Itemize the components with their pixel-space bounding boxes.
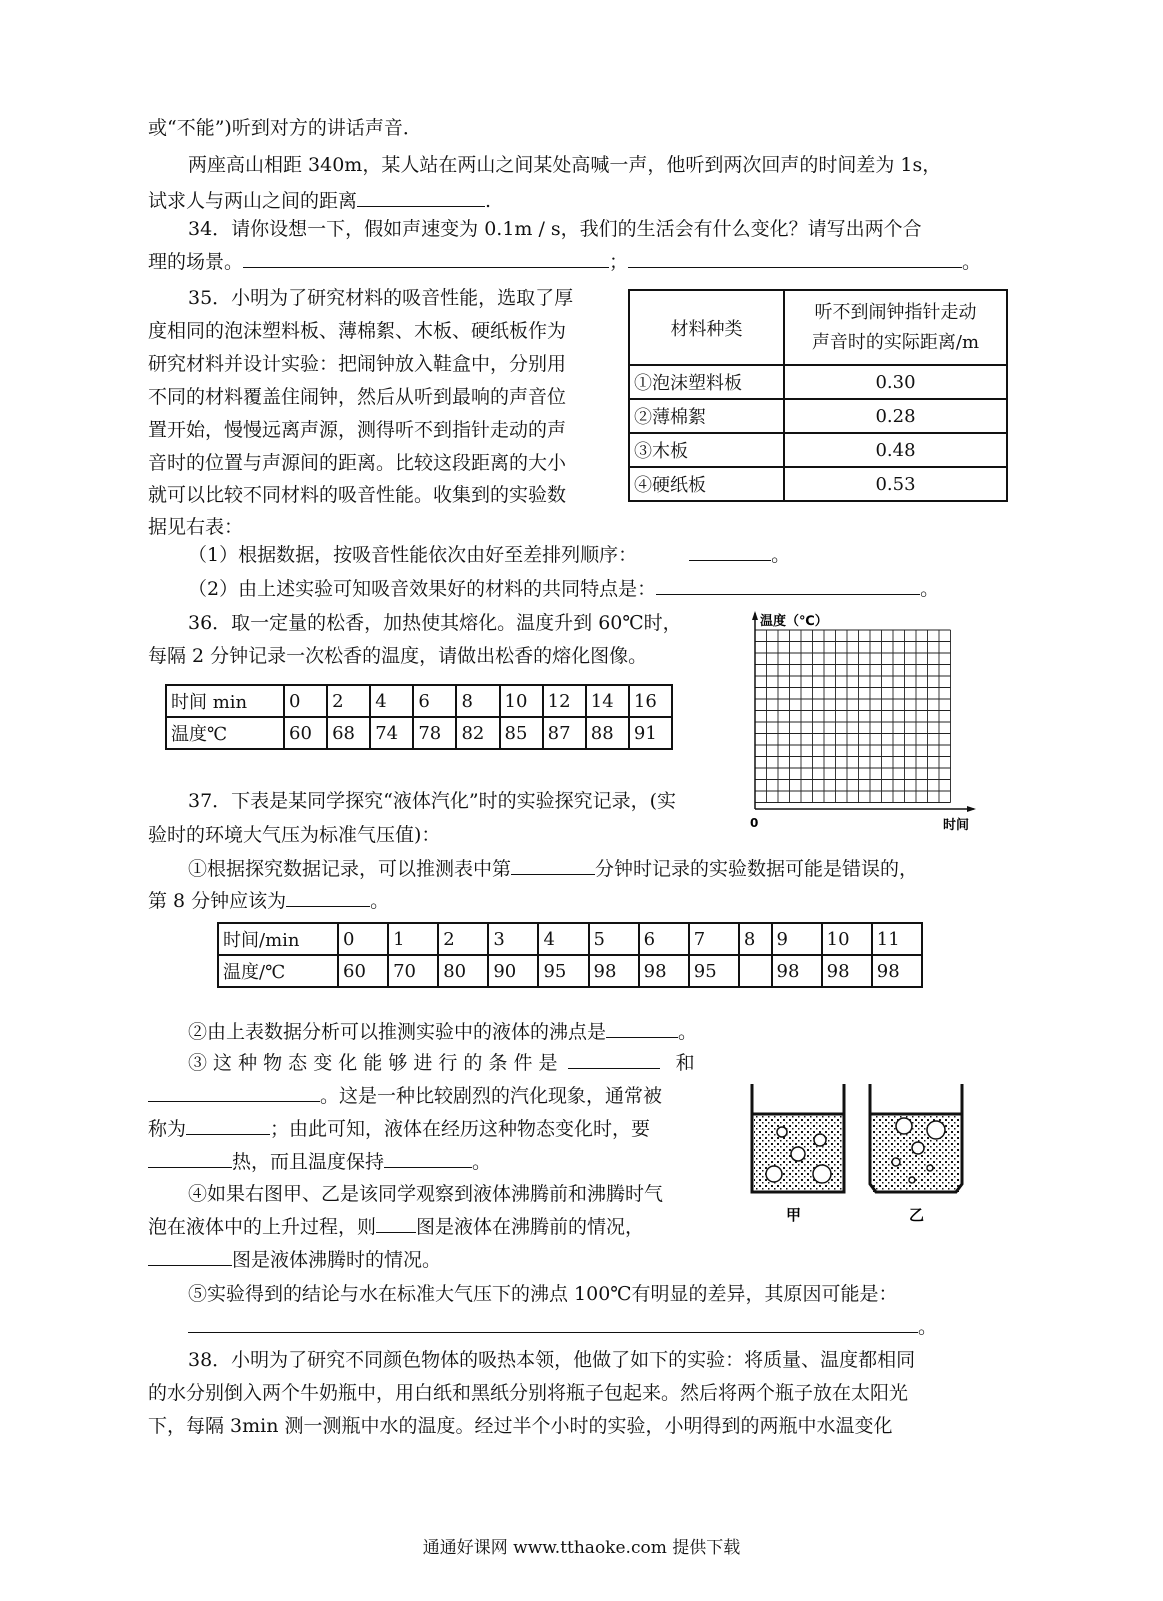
question-36-line2: 每隔 2 分钟记录一次松香的温度，请做出松香的熔化图像。 [148, 645, 648, 667]
answer-blank[interactable] [568, 1048, 660, 1069]
text-line: 两座高山相距 340m，某人站在两山之间某处高喊一声，他听到两次回声的时间差为 1s， [188, 154, 942, 176]
question-35-line: 据见右表： [148, 516, 244, 538]
question-37-line2: 验时的环境大气压为标准气压值)： [148, 824, 441, 846]
table-cell: ①泡沫塑料板 [629, 365, 784, 399]
table-cell [739, 955, 772, 987]
table-cell: 4 [370, 685, 413, 717]
table-cell: 0.28 [784, 399, 1007, 433]
bubble [892, 1158, 900, 1166]
question-37-line1: 37．下表是某同学探究“液体汽化”时的实验探究记录，(实 [188, 790, 677, 812]
table-header: 温度℃ [166, 717, 284, 749]
table-header [784, 290, 1007, 365]
question-37-item3-cont2 [148, 1114, 650, 1144]
blank-graph-grid[interactable] [740, 608, 990, 838]
table-cell: ④硬纸板 [629, 467, 784, 501]
text-fragment: 。 [370, 890, 390, 912]
text-fragment: 热，而且温度保持 [232, 1151, 385, 1173]
liquid-vaporization-table [217, 922, 923, 988]
table-cell: 0.48 [784, 433, 1007, 467]
table-cell: 11 [872, 923, 922, 955]
table-cell: 60 [284, 717, 327, 749]
answer-blank[interactable] [148, 1245, 232, 1266]
table-cell: 88 [586, 717, 629, 749]
question-37-item1 [188, 854, 918, 884]
beaker-jia [752, 1084, 844, 1192]
text-fragment: . [485, 190, 492, 212]
text-fragment: ；由此可知，液体在经历这种物态变化时，要 [270, 1118, 651, 1140]
table-cell: 10 [500, 685, 543, 717]
x-axis-arrow [967, 806, 976, 812]
bubble [927, 1165, 933, 1171]
question-35-sub2 [188, 574, 939, 604]
table-header: 时间 min [166, 685, 284, 717]
text-fragment: 称为 [148, 1118, 187, 1140]
text-fragment: 。 [472, 1151, 492, 1173]
text-fragment: ； [609, 251, 629, 273]
origin-label: 0 [750, 816, 759, 830]
table-cell: 95 [538, 955, 588, 987]
bubble [791, 1147, 805, 1161]
material-absorption-table [628, 289, 1008, 502]
text-fragment: 分钟时记录的实验数据可能是错误的， [595, 858, 919, 880]
question-37-item5-cont [188, 1312, 937, 1342]
question-35-line: 研究材料并设计实验：把闹钟放入鞋盒中，分别用 [148, 353, 567, 375]
table-cell: 70 [388, 955, 438, 987]
bubble [766, 1166, 782, 1182]
y-axis-label: 温度（℃） [760, 614, 828, 629]
table-cell: 98 [872, 955, 922, 987]
question-35-sub1 [188, 540, 790, 570]
table-cell: 98 [589, 955, 639, 987]
table-cell: 0 [338, 923, 388, 955]
beaker-label-jia: 甲 [786, 1206, 802, 1224]
table-cell: ③木板 [629, 433, 784, 467]
table-cell: 16 [629, 685, 672, 717]
bubble [814, 1134, 826, 1146]
beaker-yi [870, 1084, 962, 1192]
bubble [813, 1165, 831, 1183]
table-cell: 2 [327, 685, 370, 717]
table-cell: 6 [413, 685, 456, 717]
question-37-item1-cont [148, 886, 389, 916]
answer-blank[interactable] [628, 247, 962, 268]
text-fragment: 。 [918, 1316, 938, 1338]
text-fragment: 泡在液体中的上升过程，则 [148, 1216, 377, 1238]
text-fragment: 第 8 分钟应该为 [148, 890, 287, 912]
question-37-item2 [188, 1017, 697, 1047]
question-37-item3-cont3 [148, 1147, 491, 1177]
text-fragment: 。 [771, 544, 791, 566]
answer-blank[interactable] [689, 540, 771, 561]
table-cell: 0 [284, 685, 327, 717]
table-header: 温度/℃ [218, 955, 338, 987]
table-cell: 4 [538, 923, 588, 955]
answer-blank[interactable] [376, 1212, 416, 1233]
question-36-line1: 36．取一定量的松香，加热使其熔化。温度升到 60℃时， [188, 612, 682, 634]
table-cell: 0.30 [784, 365, 1007, 399]
text-fragment: 试求人与两山之间的距离 [148, 190, 358, 212]
question-38-line3: 下，每隔 3min 测一测瓶中水的温度。经过半个小时的实验，小明得到的两瓶中水温变化 [148, 1415, 893, 1437]
answer-blank[interactable] [186, 1114, 270, 1135]
y-axis-arrow [752, 611, 758, 620]
answer-blank[interactable] [243, 247, 609, 268]
table-cell: 6 [639, 923, 689, 955]
answer-blank[interactable] [148, 1081, 320, 1102]
question-37-item4-cont1 [148, 1212, 644, 1242]
x-axis-label: 时间 [943, 818, 970, 833]
table-cell: 95 [689, 955, 739, 987]
text-fragment: 理的场景。 [148, 251, 244, 273]
answer-blank[interactable] [148, 1147, 232, 1168]
boiling-beakers-figure [746, 1082, 976, 1232]
table-cell: 80 [438, 955, 488, 987]
beaker-label-yi: 乙 [909, 1206, 925, 1224]
question-35-line: 置开始，慢慢远离声源，测得听不到指针走动的声 [148, 419, 567, 441]
table-cell: 1 [388, 923, 438, 955]
table-cell: 98 [639, 955, 689, 987]
table-cell: 12 [543, 685, 586, 717]
question-37-item4: ④如果右图甲、乙是该同学观察到液体沸腾前和沸腾时气 [188, 1183, 664, 1205]
table-cell: 74 [370, 717, 413, 749]
table-cell: 98 [822, 955, 872, 987]
header-line: 声音时的实际距离/m [811, 331, 980, 353]
question-35-line: 不同的材料覆盖住闹钟，然后从听到最响的声音位 [148, 386, 567, 408]
answer-blank[interactable] [357, 186, 485, 207]
bubble [896, 1118, 912, 1134]
table-cell: 7 [689, 923, 739, 955]
table-cell: 2 [438, 923, 488, 955]
text-fragment: ③ 这 种 物 态 变 化 能 够 进 行 的 条 件 是 [188, 1052, 558, 1074]
answer-blank[interactable] [286, 886, 370, 907]
table-cell: 98 [772, 955, 822, 987]
table-cell: 9 [772, 923, 822, 955]
table-cell: 91 [629, 717, 672, 749]
text-fragment: （2）由上述实验可知吸音效果好的材料的共同特点是： [188, 578, 657, 600]
question-37-item3-cont1 [148, 1081, 662, 1111]
bubble [927, 1121, 945, 1139]
table-cell: 3 [488, 923, 538, 955]
question-38-line1: 38．小明为了研究不同颜色物体的吸热本领，他做了如下的实验：将质量、温度都相同 [188, 1349, 916, 1371]
question-35-line: 35．小明为了研究材料的吸音性能，选取了厚 [188, 287, 574, 309]
text-fragment: 图是液体沸腾时的情况。 [232, 1249, 442, 1271]
header-line: 听不到闹钟指针走动 [814, 301, 977, 323]
table-cell: 82 [456, 717, 499, 749]
bubble [777, 1127, 787, 1137]
question-37-item5: ⑤实验得到的结论与水在标准大气压下的沸点 100℃有明显的差异，其原因可能是： [188, 1283, 898, 1305]
table-cell: 68 [327, 717, 370, 749]
table-cell: 0.53 [784, 467, 1007, 501]
question-34-line2 [148, 247, 981, 277]
page-footer: 通通好课网 www.tthaoke.com 提供下载 [422, 1538, 741, 1558]
bubble [912, 1142, 924, 1154]
text-fragment: 。 [678, 1021, 698, 1043]
answer-blank[interactable] [511, 854, 595, 875]
answer-blank[interactable] [606, 1017, 678, 1038]
answer-blank[interactable] [656, 574, 920, 595]
text-fragment: 。 [920, 578, 940, 600]
bubble [909, 1177, 915, 1183]
table-cell: 8 [739, 923, 772, 955]
table-cell: 10 [822, 923, 872, 955]
question-35-line: 度相同的泡沫塑料板、薄棉絮、木板、硬纸板作为 [148, 320, 567, 342]
question-38-line2: 的水分别倒入两个牛奶瓶中，用白纸和黑纸分别将瓶子包起来。然后将两个瓶子放在太阳光 [148, 1382, 909, 1404]
table-cell: 87 [543, 717, 586, 749]
text-line: 或“不能”)听到对方的讲话声音． [148, 117, 422, 139]
table-cell: 8 [456, 685, 499, 717]
table-cell: 85 [500, 717, 543, 749]
table-header: 时间/min [218, 923, 338, 955]
answer-blank[interactable] [188, 1312, 918, 1333]
text-fragment: 。 [962, 251, 982, 273]
text-fragment: 和 [675, 1052, 695, 1074]
question-37-item4-cont2 [148, 1245, 441, 1275]
text-fragment: 。这是一种比较剧烈的汽化现象，通常被 [320, 1085, 663, 1107]
table-cell: ②薄棉絮 [629, 399, 784, 433]
question-35-line: 就可以比较不同材料的吸音性能。收集到的实验数 [148, 484, 567, 506]
table-cell: 14 [586, 685, 629, 717]
table-cell: 90 [488, 955, 538, 987]
table-cell: 60 [338, 955, 388, 987]
rosin-temperature-table [165, 684, 673, 750]
text-fragment: ①根据探究数据记录，可以推测表中第 [188, 858, 512, 880]
table-cell: 78 [413, 717, 456, 749]
text-line [148, 186, 491, 216]
grid-lines [755, 630, 951, 803]
text-fragment: 图是液体在沸腾前的情况， [416, 1216, 645, 1238]
text-fragment: （1）根据数据，按吸音性能依次由好至差排列顺序： [188, 544, 638, 566]
answer-blank[interactable] [384, 1147, 472, 1168]
question-35-line: 音时的位置与声源间的距离。比较这段距离的大小 [148, 452, 567, 474]
question-37-item3 [188, 1048, 695, 1078]
text-fragment: ②由上表数据分析可以推测实验中的液体的沸点是 [188, 1021, 607, 1043]
question-34-line1: 34．请你设想一下，假如声速变为 0.1m / s，我们的生活会有什么变化？请写出两个合 [188, 218, 922, 240]
table-header: 材料种类 [629, 290, 784, 365]
table-cell: 5 [589, 923, 639, 955]
